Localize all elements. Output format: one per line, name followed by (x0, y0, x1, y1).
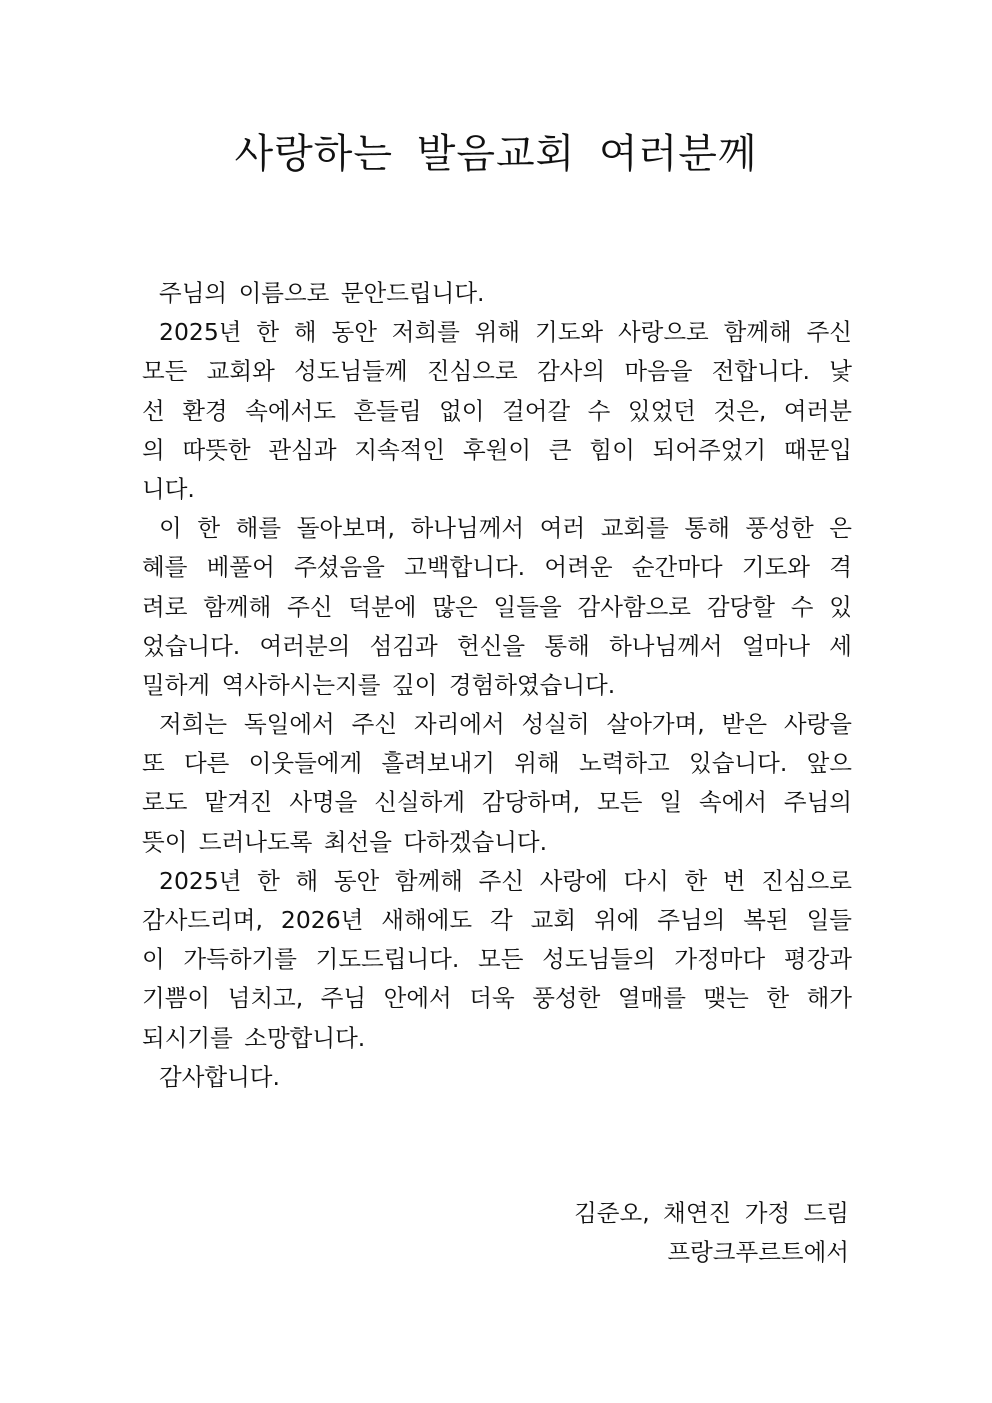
body-line: 니다. (142, 474, 195, 503)
body-line: 려로 함께해 주신 덕분에 많은 일들을 감사함으로 감당할 수 있 (142, 592, 852, 621)
body-line: 모든 교회와 성도님들께 진심으로 감사의 마음을 전합니다. 낯 (142, 357, 852, 386)
body-line: 2025년 한 해 동안 함께해 주신 사랑에 다시 한 번 진심으로 (159, 866, 852, 895)
body-line: 로도 맡겨진 사명을 신실하게 감당하며, 모든 일 속에서 주님의 (142, 788, 852, 817)
body-line: 기쁨이 넘치고, 주님 안에서 더욱 풍성한 열매를 맺는 한 해가 (142, 984, 852, 1013)
body-line: 되시기를 소망합니다. (142, 1023, 366, 1052)
body-line: 혜를 베풀어 주셨음을 고백합니다. 어려운 순간마다 기도와 격 (142, 553, 852, 582)
body-line: 감사합니다. (159, 1062, 280, 1091)
body-line: 선 환경 속에서도 흔들림 없이 걸어갈 수 있었던 것은, 여러분 (142, 396, 852, 425)
body-line: 이 한 해를 돌아보며, 하나님께서 여러 교회를 통해 풍성한 은 (159, 514, 852, 543)
body-line: 또 다른 이웃들에게 흘려보내기 위해 노력하고 있습니다. 앞으 (142, 749, 852, 778)
signature-name: 김준오, 채연진 가정 드림 (574, 1199, 849, 1227)
body-line: 감사드리며, 2026년 새해에도 각 교회 위에 주님의 복된 일들 (142, 906, 852, 934)
body-line: 이 가득하기를 기도드립니다. 모든 성도님들의 가정마다 평강과 (142, 945, 852, 974)
body-line: 뜻이 드러나도록 최선을 다하겠습니다. (142, 827, 548, 856)
body-line: 의 따뜻한 관심과 지속적인 후원이 큰 힘이 되어주었기 때문입 (142, 435, 852, 464)
body-line: 2025년 한 해 동안 저희를 위해 기도와 사랑으로 함께해 주신 (159, 318, 852, 347)
body-line: 주님의 이름으로 문안드립니다. (159, 279, 485, 307)
letter-body (142, 274, 852, 1097)
body-line: 저희는 독일에서 주신 자리에서 성실히 살아가며, 받은 사랑을 (159, 710, 852, 739)
body-line: 었습니다. 여러분의 섬김과 헌신을 통해 하나님께서 얼마나 세 (142, 631, 852, 660)
signature-place: 프랑크푸르트에서 (667, 1238, 849, 1267)
signature-block (349, 1194, 849, 1272)
letter-title: 사랑하는 발음교회 여러분께 (234, 131, 758, 177)
body-line: 밀하게 역사하시는지를 깊이 경험하였습니다. (142, 670, 616, 699)
